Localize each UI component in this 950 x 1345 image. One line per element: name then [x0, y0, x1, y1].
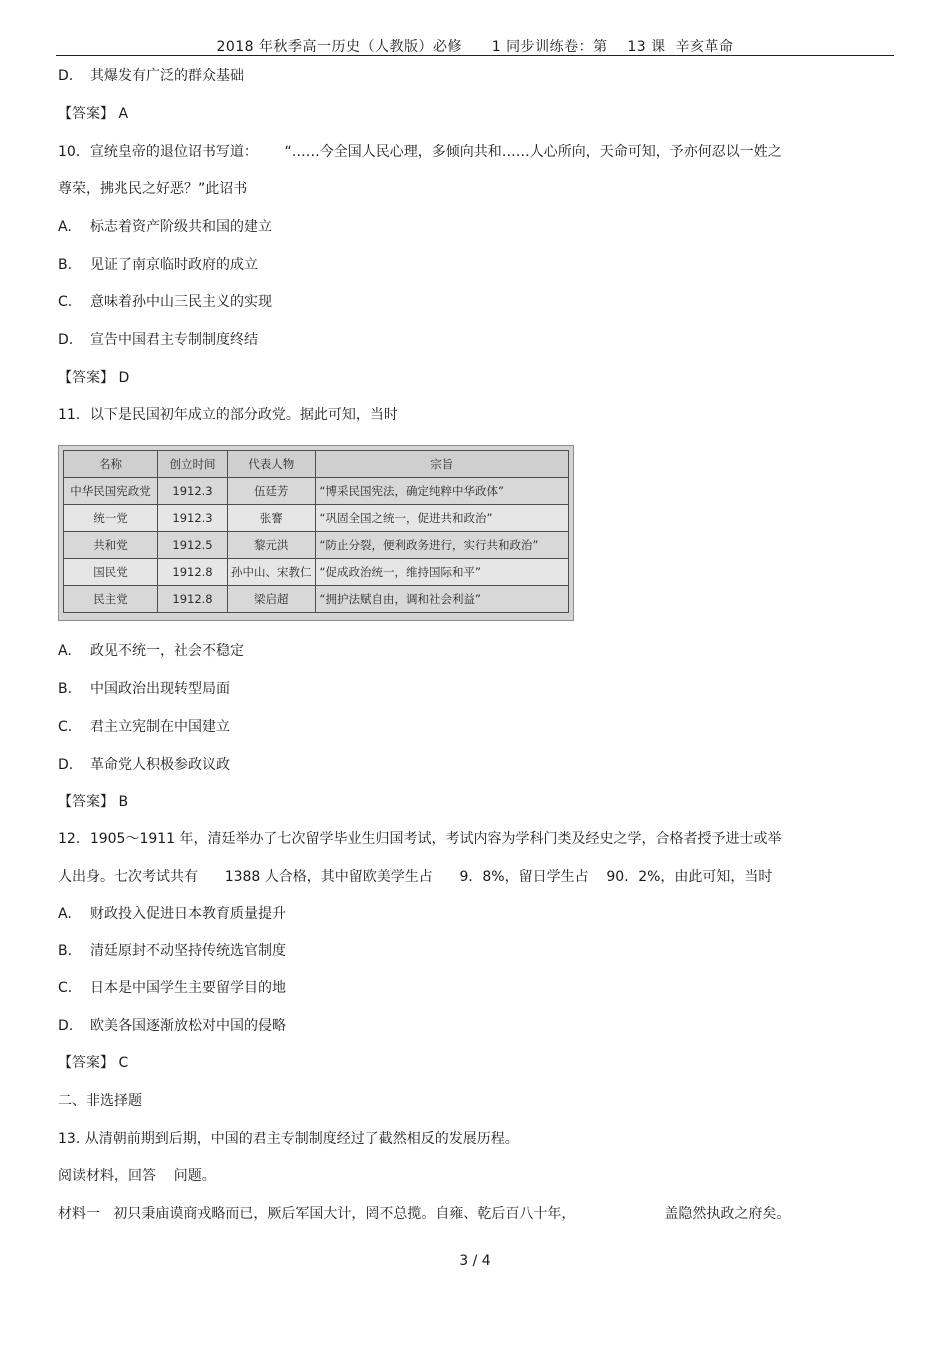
option-letter: A.: [58, 219, 72, 235]
option-text: 其爆发有广泛的群众基础: [90, 68, 244, 84]
q12-option-b: [58, 942, 286, 960]
q11-option-d: [58, 756, 230, 774]
option-text: 标志着资产阶级共和国的建立: [90, 219, 272, 235]
table-row: [64, 559, 569, 586]
option-letter: D.: [58, 68, 74, 84]
q13-instruction: 阅读材料，回答 问题。: [58, 1168, 216, 1184]
page-header: 2018 年秋季高一历史（人教版）必修 1 同步训练卷：第 13 课 辛亥革命: [216, 39, 734, 55]
party-aim: “促成政治统一，维持国际和平”: [315, 559, 569, 586]
q11-stem: 11．以下是民国初年成立的部分政党。据此可知，当时: [58, 407, 398, 423]
party-table: [63, 450, 569, 613]
q13-stem: 13. 从清朝前期到后期，中国的君主专制制度经过了截然相反的发展历程。: [58, 1131, 519, 1147]
table-header-row: [64, 451, 569, 478]
option-text: 意味着孙中山三民主义的实现: [90, 294, 272, 310]
option-text: 政见不统一，社会不稳定: [90, 643, 244, 659]
founded-date: 1912.8: [158, 586, 228, 613]
answer-value: C: [118, 1055, 129, 1071]
party-name: 民主党: [64, 586, 158, 613]
leader: 孙中山、宋教仁: [228, 559, 316, 586]
option-text: 宣告中国君主专制制度终结: [90, 332, 258, 348]
q11-option-a: [58, 642, 244, 660]
leader: 伍廷芳: [228, 478, 316, 505]
option-letter: C.: [58, 294, 73, 310]
q11-option-c: [58, 718, 230, 736]
answer-label: 【答案】: [58, 794, 114, 810]
q11-answer: [58, 793, 128, 811]
q12-stem-line2: 人出身。七次考试共有 1388 人合格，其中留欧美学生占 9．8%，留日学生占 90．2%，由此可知，当时: [58, 869, 773, 885]
founded-date: 1912.8: [158, 559, 228, 586]
q12-option-a: [58, 905, 286, 923]
party-aim: “巩固全国之统一，促进共和政治”: [315, 505, 569, 532]
column-header: 代表人物: [228, 451, 316, 478]
option-letter: A.: [58, 906, 72, 922]
q12-stem-line1: 12．1905～1911 年，清廷举办了七次留学毕业生归国考试，考试内容为学科门类及经史之学，合格者授予进士或举: [58, 831, 782, 847]
q12-option-c: [58, 979, 286, 997]
answer-value: A: [118, 106, 129, 122]
section-title: 二、非选择题: [58, 1093, 142, 1109]
party-name: 共和党: [64, 532, 158, 559]
option-letter: D.: [58, 332, 74, 348]
option-letter: B.: [58, 681, 73, 697]
table-row: [64, 586, 569, 613]
q10-stem-line1: 10．宣统皇帝的退位诏书写道： “……今全国人民心理，多倾向共和……人心所向，天命可知，予亦何忍以一姓之: [58, 144, 782, 160]
option-text: 欧美各国逐渐放松对中国的侵略: [90, 1018, 286, 1034]
column-header: 名称: [64, 451, 158, 478]
founded-date: 1912.3: [158, 478, 228, 505]
option-letter: D.: [58, 757, 74, 773]
founded-date: 1912.3: [158, 505, 228, 532]
party-name: 统一党: [64, 505, 158, 532]
q10-stem-line2: 尊荣，拂兆民之好恶？”此诏书: [58, 181, 248, 197]
leader: 张謇: [228, 505, 316, 532]
q10-option-c: [58, 293, 272, 311]
q9-answer: [58, 105, 128, 123]
q10-option-b: [58, 256, 258, 274]
q12-option-d: [58, 1017, 286, 1035]
founded-date: 1912.5: [158, 532, 228, 559]
party-aim: “博采民国宪法，确定纯粹中华政体”: [315, 478, 569, 505]
q9-option-d: [58, 67, 244, 85]
option-letter: D.: [58, 1018, 74, 1034]
table-row: [64, 505, 569, 532]
option-text: 日本是中国学生主要留学目的地: [90, 980, 286, 996]
option-letter: B.: [58, 943, 73, 959]
option-letter: A.: [58, 643, 72, 659]
q10-answer: [58, 369, 129, 387]
answer-label: 【答案】: [58, 106, 114, 122]
option-text: 革命党人积极参政议政: [90, 757, 230, 773]
party-aim: “拥护法赋自由，调和社会利益”: [315, 586, 569, 613]
option-text: 中国政治出现转型局面: [90, 681, 230, 697]
answer-value: D: [118, 370, 130, 386]
column-header: 宗旨: [315, 451, 569, 478]
q13-material-1: 材料一 初只秉庙谟商戎略而已，厥后军国大计，罔不总揽。自雍、乾后百八十年， 盖隐然执政之府矣。: [58, 1206, 791, 1222]
option-letter: B.: [58, 257, 73, 273]
q10-option-d: [58, 331, 258, 349]
leader: 梁启超: [228, 586, 316, 613]
option-letter: C.: [58, 980, 73, 996]
party-table-image: [58, 445, 574, 621]
answer-value: B: [118, 794, 129, 810]
column-header: 创立时间: [158, 451, 228, 478]
option-text: 财政投入促进日本教育质量提升: [90, 906, 286, 922]
answer-label: 【答案】: [58, 1055, 114, 1071]
page-number: 3 / 4: [459, 1253, 491, 1269]
header-divider: [56, 55, 894, 56]
table-row: [64, 532, 569, 559]
party-aim: “防止分裂，便利政务进行，实行共和政治”: [315, 532, 569, 559]
q12-answer: [58, 1054, 128, 1072]
leader: 黎元洪: [228, 532, 316, 559]
party-name: 中华民国宪政党: [64, 478, 158, 505]
party-name: 国民党: [64, 559, 158, 586]
option-text: 清廷原封不动坚持传统选官制度: [90, 943, 286, 959]
answer-label: 【答案】: [58, 370, 114, 386]
table-row: [64, 478, 569, 505]
option-text: 君主立宪制在中国建立: [90, 719, 230, 735]
q11-option-b: [58, 680, 230, 698]
option-letter: C.: [58, 719, 73, 735]
option-text: 见证了南京临时政府的成立: [90, 257, 258, 273]
q10-option-a: [58, 218, 272, 236]
